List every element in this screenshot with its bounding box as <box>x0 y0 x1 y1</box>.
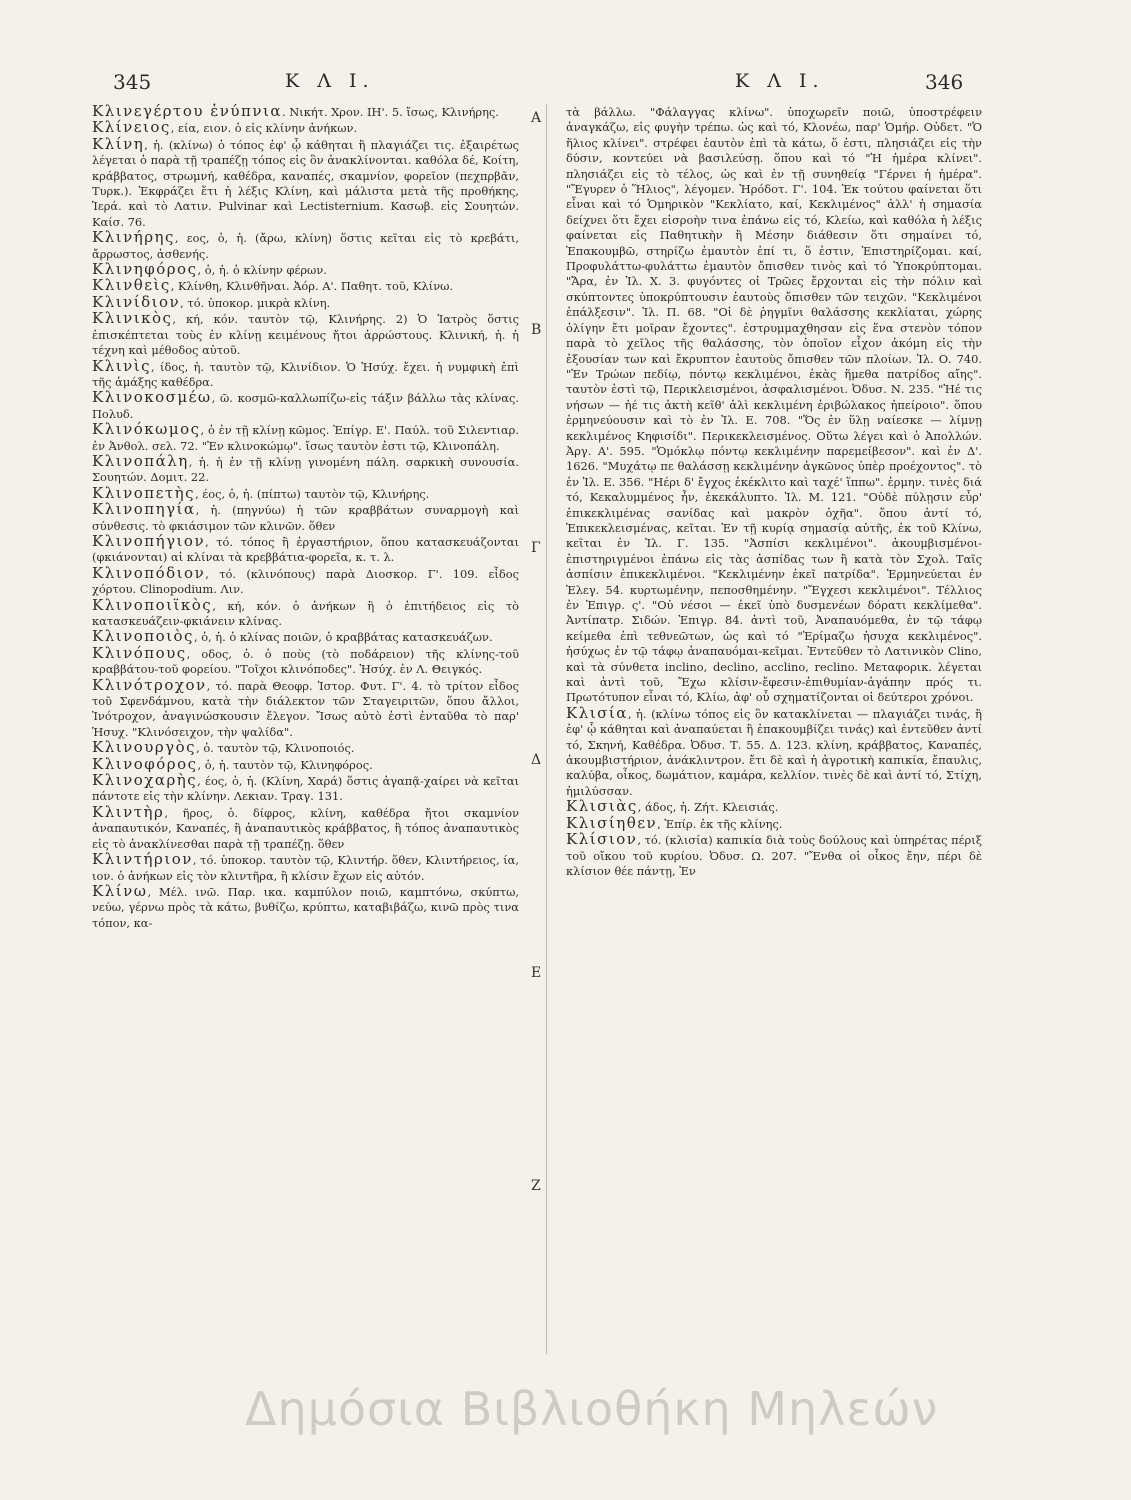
entry-headword: Κλινθεὶς <box>92 276 171 295</box>
entry-definition: , Μέλ. ινῶ. Παρ. ικα. καμπύλον ποιῶ, καμπτόνω, σκύπτω, νεύω, γέρνω πρὸς τὰ κάτω, βυθίζω, κρύπτω, καταβιβάζω, κινῶ πρὸς τινα τόπον, κα- <box>92 884 519 930</box>
entry-definition: , ἡ. (κλίνω τόπος εἰς ὃν κατακλίνεται — πλαγιάζει τινάς, ἢ ἐφ' ᾧ κάθηται καὶ ἀναπαύεται ἢ ἐπακουμβίζει τινάς) καὶ ἐντεῦθεν ἀντί τό, Σκηνή, Καθέδρα. Ὀδυσ. Τ. 55. Δ. 123. κλίνη, κράββατος, Καναπές, ἀκουμβιστήριον, ἀνάκλιντρον. ἔτι δὲ καὶ ἡ ἀγροτικὴ καπικία, ἔπαυλις, καλύβα, οἶκος, δωμάτιον, καμάρα, κελλίον. τινὲς δὲ καὶ ἀντί τό, Στίχη, ἡμιλύσσαν. <box>566 706 982 798</box>
entry-headword: Κλινικὸς <box>92 309 173 328</box>
entry-headword: Κλίνη <box>92 134 145 153</box>
entry-definition: , ὁ ἐν τῇ κλίνῃ κῶμος. Ἐπίγρ. Ε'. Παύλ. τοῦ Σιλεντιαρ. ἐν Ἀνθολ. σελ. 72. "Ἐν κλινοκώμῳ". ἴσως ταυτὸν ἐστι τῷ, Κλινοπάλη. <box>92 423 519 453</box>
entry-definition: , ὁ, ἡ. ὁ κλίνην φέρων. <box>197 263 327 278</box>
entry-definition: , τό. (κλισία) καπικία διὰ τοὺς δούλους καὶ ὑπηρέτας πέριξ τοῦ οἴκου τοῦ κυρίου. Ὀδυσ. Ω. 207. "Ἔνθα οἱ οἶκος ἔην, πέρι δὲ κλίσιον θέε πάντῃ, Ἐν <box>566 833 982 878</box>
dictionary-entry <box>92 390 519 422</box>
entry-headword: Κλισία <box>566 703 628 722</box>
entry-definition: , τό. (κλινόπους) παρὰ Διοσκορ. Γ'. 109. εἶδος χόρτου. Clinopodium. Λιν. <box>92 566 519 597</box>
entry-definition: , ῶ. κοσμῶ-καλλωπίζω-εἰς τάξιν βάλλω τὰς κλίνας. Πολυδ. <box>92 391 519 421</box>
entry-definition: , εος, ὁ, ἡ. (ἄρω, κλίνη) ὅστις κεῖται εἰς τὸ κρεβάτι, ἄρρωστος, ἀσθενής. <box>92 231 519 261</box>
entry-headword: Κλινοποιϊκὸς <box>92 595 213 614</box>
right-column <box>566 104 982 879</box>
left-page-number: 345 <box>113 70 152 94</box>
entry-definition: , ἡ. (κλίνω) ὁ τόπος ἐφ' ᾧ κάθηται ἢ πλαγιάζει τις. ἐξαιρέτως λέγεται ὁ παρὰ τῇ τραπέζῃ τόπος εἰς ὃν ἀνακλίνονται. καθόλα δέ, Κοίτη, κράββατος, στρωμνή, καθέδρα, καναπές, σκαμνίον, φορεῖον (πεχπρβᾶν, Τυρκ.). Ἐκφράζει ἔτι ἡ λέξις Κλίνη, καὶ μάλιστα μετὰ τῆς προθήκης, Ἱερά. καὶ τὸ Λατιν. Pulvinar καὶ Lectisternium. Κασωβ. εἰς Σουητών. Καίσ. 76. <box>92 137 519 229</box>
entry-definition: , ῆρος, ὁ. δίφρος, κλίνη, καθέδρα ἤτοι σκαμνίον ἀναπαυτικόν, Καναπές, ἢ ἀναπαυτικὸς κράββατος, ἢ τόπος ἀναπαυτικὸς εἰς τὸ ἀνακλίνεσθαι παρὰ τῇ τραπέζῃ. ὅθεν <box>92 805 519 851</box>
entry-definition: , τό. ὑποκορ. ταυτὸν τῷ, Κλιντήρ. ὅθεν, Κλιντήρειος, ία, ιον. ὁ ἀνήκων εἰς τὸν κλιντῆρα, ἢ κλίσιν ἔχων εἰς αὐτόν. <box>92 853 519 883</box>
dictionary-entry <box>92 502 519 534</box>
entry-definition: , εία, ειον. ὁ εἰς κλίνην ἀνήκων. <box>170 121 358 136</box>
entry-headword: Κλινοκοσμέω <box>92 388 212 407</box>
entry-headword: Κλινότροχον <box>92 675 207 694</box>
entry-definition: , κή, κόν. ὁ ἀνήκων ἢ ὁ ἐπιτήδειος εἰς τὸ κατασκευάζειν-φκιάνειν κλίνας. <box>92 598 519 628</box>
dictionary-entry <box>92 852 519 884</box>
entry-definition: , Ἐπίρ. ἐκ τῆς κλίνης. <box>657 816 783 831</box>
entry-definition: , κή, κόν. ταυτὸν τῷ, Κλινήρης. 2) Ὁ Ἰατρὸς ὅστις ἐπισκέπτεται τοὺς ἐν κλίνῃ κειμένους ἤτοι ἀρρώστους. Κλινική, ἡ. ἡ τέχνη καὶ μέθοδος αὐτοῦ. <box>92 312 519 358</box>
entry-definition: , έος, ὁ, ἡ. (Κλίνη, Χαρά) ὅστις ἀγαπᾷ-χαίρει νὰ κεῖται πάντοτε εἰς τὴν κλίνην. Λεκιαν. Τραγ. 131. <box>92 774 519 804</box>
library-watermark: Δημόσια Βιβλιοθήκη Μηλεών <box>245 1382 939 1436</box>
entry-headword: Κλινοφόρος <box>92 754 198 773</box>
entry-definition: , ὁ, ἡ. ὁ κλίνας ποιῶν, ὁ κραββάτας κατασκευάζων. <box>193 630 493 645</box>
dictionary-entry <box>92 773 519 805</box>
entry-definition: , ὁ. ταυτὸν τῷ, Κλινοποιός. <box>196 741 355 756</box>
entry-headword: Κλινεγέρτου ἐνύπνια <box>92 102 283 120</box>
entry-headword: Κλιντήριον <box>92 850 193 869</box>
dictionary-entry <box>566 703 982 799</box>
entry-headword: Κλινόπους <box>92 643 187 662</box>
entry-headword: Κλινήρης <box>92 228 175 247</box>
entry-definition: , Κλίνθη, Κλινθῆναι. Ἀόρ. Α'. Παθητ. τοῦ, Κλίνω. <box>170 279 454 294</box>
entry-headword: Κλινοχαρὴς <box>92 771 198 790</box>
dictionary-entry <box>92 531 519 566</box>
entry-definition: , άδος, ἡ. Ζήτ. Κλεισιάς. <box>637 800 779 815</box>
dictionary-entry <box>92 802 519 852</box>
entry-definition: , τό. ὑποκορ. μικρὰ κλίνη. <box>180 295 331 310</box>
entry-definition: , ἡ. (πηγνύω) ἡ τῶν κραββάτων συναρμογὴ καὶ σύνθεσις. τὸ φκιάσιμον τῶν κλινῶν. ὅθεν <box>92 503 519 533</box>
dictionary-entry <box>92 643 519 678</box>
entry-headword: Κλινοποιὸς <box>92 627 194 646</box>
margin-letter: Δ <box>531 752 542 768</box>
dictionary-entry <box>92 563 519 598</box>
dictionary-entry <box>92 120 519 136</box>
entry-headword: Κλινοπετὴς <box>92 483 196 502</box>
entry-definition: , τό. παρὰ Θεοφρ. Ἱστορ. Φυτ. Γ'. 4. τὸ τρίτον εἶδος τοῦ Σφενδάμνου, κατὰ τὴν διάλεκτον τῶν Σταγειριτῶν, ὅπου ἄλλοι, Ἰνότροχον, ἀναγινώσκουσιν ἔλεγον. Ἴσως αὐτὸ ἐστὶ ἐνταῦθα τὸ παρ' Ἡσυχ. "Κλινόσειχον, τὴν ψαλίδα". <box>92 678 519 739</box>
dictionary-entry <box>92 422 519 454</box>
entry-headword: Κλινοπήγιον <box>92 531 206 550</box>
dictionary-entry <box>92 356 519 391</box>
entry-headword: Κλινὶς <box>92 356 151 375</box>
entry-definition: . Νικήτ. Χρον. ΙΗ'. 5. ἴσως, Κλινήρης. <box>282 105 499 119</box>
dictionary-entry <box>92 230 519 262</box>
margin-letter: Α <box>531 110 542 126</box>
entry-definition: , ἡ. ἡ ἐν τῇ κλίνῃ γινομένη πάλη. σαρκικὴ συνουσία. Σουητών. Δομιτ. 22. <box>92 454 519 485</box>
entry-headword: Κλιντὴρ <box>92 802 165 821</box>
margin-letter: Ε <box>531 965 542 981</box>
entry-headword: Κλινοπόδιον <box>92 563 206 582</box>
margin-letter: Β <box>531 322 542 338</box>
entry-headword: Κλινηφόρος <box>92 260 198 279</box>
entry-definition: , ίδος, ἡ. ταυτὸν τῷ, Κλινίδιον. Ὁ Ἡσύχ. ἔχει. ἡ νυμφικὴ ἐπὶ τῆς ἁμάξης καθέδρα. <box>92 359 519 389</box>
left-running-head: Κ Λ Ι. <box>285 70 375 92</box>
dictionary-entry <box>92 311 519 358</box>
entry-headword: Κλισιὰς <box>566 797 638 816</box>
entry-headword: Κλινοπηγία <box>92 500 196 519</box>
entry-headword: Κλινόκωμος <box>92 420 201 439</box>
entry-headword: Κλίσιον <box>566 830 638 849</box>
dictionary-entry <box>566 832 982 879</box>
dictionary-entry <box>92 881 519 931</box>
entry-headword: Κλινουργὸς <box>92 738 197 757</box>
left-column <box>92 104 519 931</box>
dictionary-entry <box>92 595 519 630</box>
entry-headword: Κλίνω <box>92 881 148 900</box>
entry-headword: Κλινοπάλη <box>92 451 189 470</box>
entry-headword: Κλινίδιον <box>92 292 181 311</box>
entry-definition: , τό. τόπος ἢ ἐργαστήριον, ὅπου κατασκευάζονται (φκιάνονται) αἱ κλίναι τὰ κρεββάτια-φορεῖα, κ. τ. λ. <box>92 534 519 565</box>
right-page-number: 346 <box>925 70 964 94</box>
entry-definition: τὰ βάλλω. "Φάλαγγας κλίνω". ὑποχωρεῖν ποιῶ, ὑποστρέφειν ἀναγκάζω, εἰς φυγὴν τρέπω. ὡς καὶ τό, Κλονέω, παρ' Ὁμήρ. Οὐδετ. "Ὁ ἥλιος κλίνει". στρέφει ἑαυτὸν ἐπὶ τὰ κάτω, ὅ ἐστι, πλησιάζει εἰς τὴν δύσιν, κοντεύει νὰ βασιλεύσῃ. ὅπου καὶ τό "Ἡ ἡμέρα κλίνει". πλησιάζει εἰς τὸ τέλος, ὡς καὶ ἐν τῇ συνηθείᾳ "Γέρνει ἡ ἡμέρα". "Ἔγυρεν ὁ Ἥλιος", λέγομεν. Ἡρόδοτ. Γ'. 104. Ἐκ τούτου φαίνεται ὅτι εἶναι καὶ τό Ὁμηρικὸν "Κεκλίατο, καί, Κεκλιμένος" ἀλλ' ἡ σημασία δείχνει ὅτι ἔχει εἰσροὴν τινα ἐπάνω εἰς τό, Κλείω, καὶ καθόλα ἡ λέξις φαίνεται εἰς Παθητικὴν ἢ Μέσην διάθεσιν ὅτι σημαίνει τό, Ἐπακουμβῶ, στηρίζω ἐμαυτὸν ἐπί τι, ὅ ἐστιν, Ἐπιστηρίζομαι. καί, Προφυλάττω-φυλάττω ἐμαυτὸν ὄπισθεν τινὸς καὶ τό Ὑποκρύπτομαι. "Ἄρα, ἐν Ἰλ. Χ. 3. φυγόντες οἱ Τρῶες ἔρχονται εἰς τὴν πόλιν καὶ σκύπτοντες ὑποκρύπτουσιν ἑαυτοὺς ὄπισθεν τῶν τειχῶν. "Κεκλιμένοι ἐπάλξεσιν". Ἰλ. Π. 68. "Οἱ δὲ ῥηγμῖνι θαλάσσης κεκλίαται, χώρης ὀλίγην ἔτι μοῖραν ἔχοντες". ἐστρυμμαχθησαν εἰς ἕνα στενὸν τόπον παρὰ τὸ χεῖλος τῆς θαλάσσης, τὸν ὁποῖον εἶχον ἀκόμη εἰς τὴν ἐξουσίαν των καὶ ἔκρυπτον ἑαυτοὺς ὄπισθεν τῶν πλοίων. Ἰλ. Ο. 740. "Ἐν Τρώων πεδίῳ, πόντῳ κεκλιμένοι, ἑκὰς ἥμεθα πατρίδος αἴης". ταυτὸν ἐστὶ τῷ, Περικλεισμένοι, ἀσφαλισμένοι. Ὀδυσ. Ν. 235. "Ἠέ τις νήσων — ἠέ τις ἀκτὴ κεῖθ' ἁλὶ κεκλιμένη ἐριβώλακος ἠπείροιο". ὅπου ἑρμηνεύουσιν καὶ τὸ ἐν Ἰλ. Ε. 708. "Ὅς ἐν ὕλῃ ναίεσκε — λίμνῃ κεκλιμένος Κηφισίδι". Περικεκλεισμένος. Οὕτω λέγει καὶ ὁ Ἀπολλών. Ἀργ. Α'. 595. "Ὁμόκλῳ πόντῳ κεκλιμένην παρεμείβεσον". καὶ ἐν Δ'. 1626. "Μυχάτῳ πε θαλάσσῃ κεκλιμένην ἀγκῶνος ὑπὲρ προέχοντος". τὸ ἐν Ἰλ. Ε. 356. "Ηέρι δ' ἔγχος ἐκέκλιτο καὶ ταχέ' ἵππω". ἑρμην. τινὲς διά τό, Κεκαλυμμένος ἦν, ἐκεκάλυπτο. Ἰλ. Μ. 121. "Οὐδὲ πύλῃσιν εὗρ' ἐπικεκλιμένας σανίδας καὶ μακρὸν ὀχῆα". ὅπου ἀντί τό, Ἐπικεκλεισμένας, κεῖται. Ἐν τῇ κυρίᾳ σημασίᾳ αὐτῆς, ἐκ τοῦ Κλίνω, κεῖται ἐν Ἰλ. Γ. 135. "Ἀσπίσι κεκλιμένοι". ἀκουμβισμένοι-ἐπιστηριγμένοι ἐπάνω εἰς τὰς ἀσπίδας των ἢ κατὰ τὸν Σχολ. Ταῖς ἀσπίσιν ἐπικεκλιμένοι. "Κεκλιμένην ἐκεῖ πατρίδα". Ἑρμηνεύεται ἐν Ἐλεγ. 54. κυρτωμένην, πεποσθημένην. "Ἔγχεσι κεκλιμένοι". Τέλλιος ἐν Ἐπιγρ. ς'. "Οὐ νέσοι — ἐκεῖ ὑπὸ δυσμενέων δόρατι κεκλίμεθα". Ἀντίπατρ. Σιδών. Ἐπιγρ. 84. ἀντὶ τοῦ, Ἀναπαυόμεθα, ἐν τῷ τάφῳ κείμεθα ἐπὶ τεθνεῶτων, ὡς καὶ τό "Ἐρίμαζω ἡσυχα κεκλιμένος". ἡσύχως ἐν τῷ τάφῳ ἀναπαυόμαι-κεῖμαι. Ἐντεῦθεν τὸ Λατινικὸν Clino, καὶ τὰ σύνθετα inclino, declino, acclino, reclino. Μεταφορικ. λέγεται καὶ ἀντὶ τοῦ, Ἔχω κλίσιν-ἔφεσιν-ἐπιθυμίαν-ἀγάπην πρός τι. Πρωτότυπον εἶναι τό, Κλίω, ἀφ' οὗ σχηματίζονται οἱ δεύτεροι χρόνοι. <box>566 105 982 705</box>
dictionary-entry <box>92 675 519 741</box>
dictionary-entry <box>566 104 982 706</box>
entry-definition: , οδος, ὁ. ὁ ποὺς (τὸ ποδάρειον) τῆς κλίνης-τοῦ κραββάτου-τοῦ φορείου. "Τοῖχοι κλινόποδες". Ἡσύχ. ἐν Λ. Θειγκός. <box>92 646 519 677</box>
entry-headword: Κλίνειος <box>92 118 171 137</box>
margin-letter: Ζ <box>531 1178 541 1194</box>
dictionary-entry <box>92 451 519 486</box>
right-running-head: Κ Λ Ι. <box>735 70 825 92</box>
entry-headword: Κλισίηθεν <box>566 813 658 832</box>
column-divider <box>546 104 547 1354</box>
entry-definition: , έος, ὁ, ἡ. (πίπτω) ταυτὸν τῷ, Κλινήρης. <box>195 486 430 501</box>
margin-letter: Γ <box>531 540 541 556</box>
dictionary-entry <box>92 134 519 230</box>
entry-definition: , ὁ, ἡ. ταυτὸν τῷ, Κλινηφόρος. <box>197 757 373 772</box>
